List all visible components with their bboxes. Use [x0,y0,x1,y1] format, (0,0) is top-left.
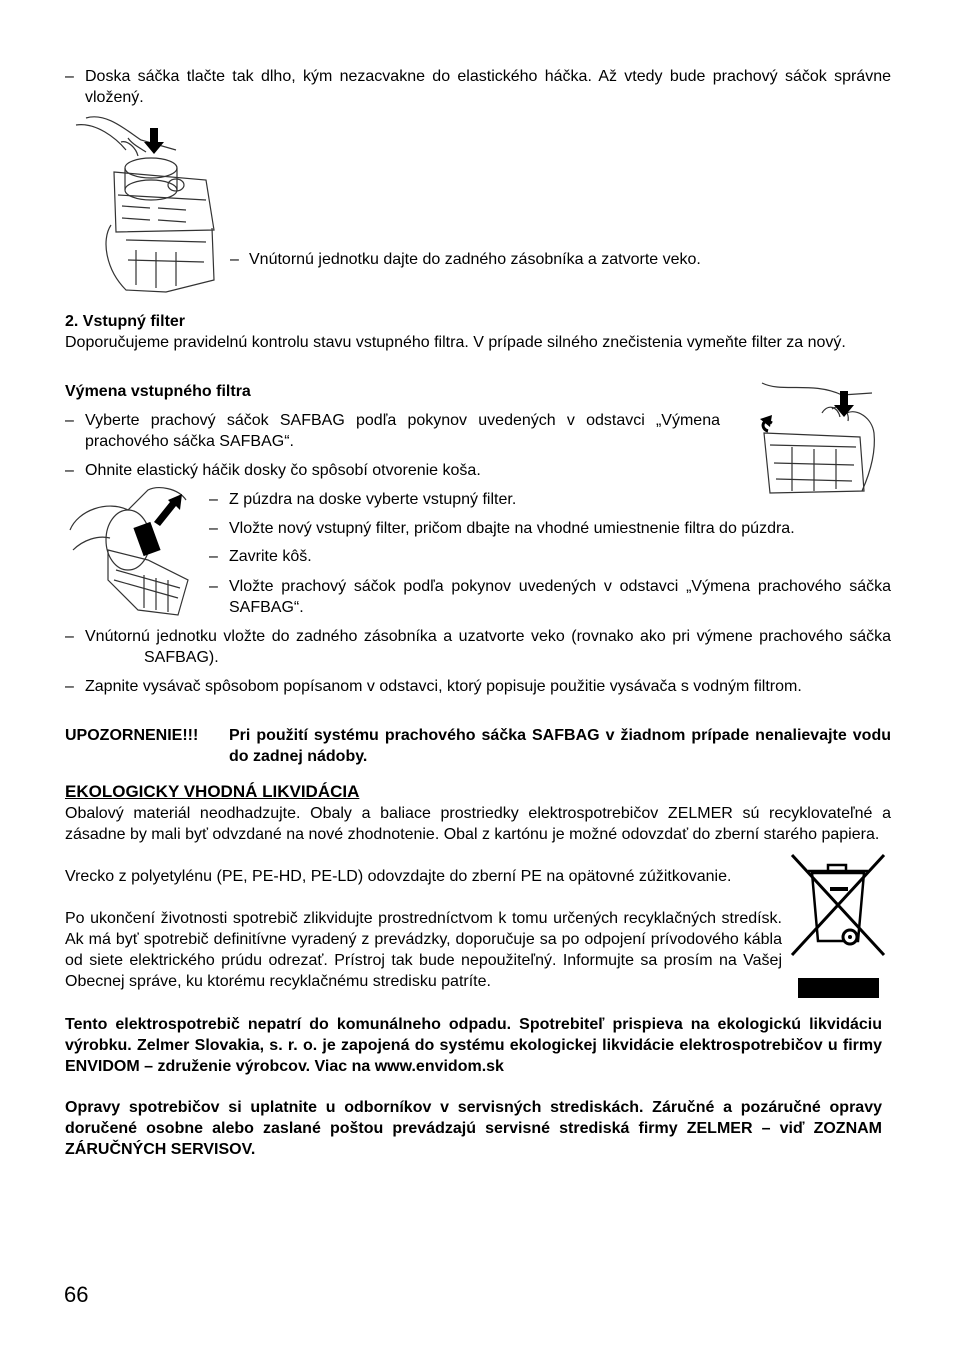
dash-bullet: – [65,412,74,429]
dash-bullet: – [65,68,74,85]
container-insertion-illustration [66,110,216,300]
instruction-text: Vyberte prachový sáčok SAFBAG podľa pokynov uvedených v odstavci „Výmena prachového sáčka SAFBAG“. [85,412,720,450]
instruction-text: Zavrite kôš. [229,548,312,565]
instruction-text: Z púzdra na doske vyberte vstupný filter. [229,491,517,508]
basket-opening-illustration [752,373,882,503]
eco-paragraph-packaging: Obalový materiál neodhadzujte. Obaly a baliace prostriedky elektrospotrebičov ZELMER sú recyklovateľné a zásadne by mali byť odvzdané na nové zhodnotenie. Obal z kartónu je možné odovzdať do zberní starého papiera. [65,805,891,843]
service-notice: Opravy spotrebičov si uplatnite u odborníkov v servisných strediskách. Záručné a pozáručné opravy doručené osobne alebo zaslané poštou prevádzajú servisné strediská firmy ZELMER – viď ZOZNAM ZÁRUČNÝCH SERVISOV. [65,1099,882,1158]
instruction-text: Vnútornú jednotku vložte do zadného zásobníka a uzatvorte veko (rovnako ako pri výmene prachového sáčka SAFBAG). [85,628,891,666]
eco-heading: EKOLOGICKY VHODNÁ LIKVIDÁCIA [65,782,360,801]
section-intro: Doporučujeme pravidelnú kontrolu stavu vstupného filtra. V prípade silného znečistenia vymeňte filter za nový. [65,334,846,351]
instruction-text: Ohnite elastický háčik dosky čo spôsobí otvorenie koša. [85,462,481,479]
dash-bullet: – [65,678,74,695]
instruction-text: Zapnite vysávač spôsobom popísanom v odstavci, ktorý popisuje použitie vysávača s vodným filtrom. [85,678,802,695]
page-number: 66 [64,1282,89,1307]
warning-text: Pri použití systému prachového sáčka SAFBAG v žiadnom prípade nenalievajte vodu do zadnej nádoby. [229,727,891,765]
dash-bullet: – [209,520,218,537]
eco-paragraph-disposal: Po ukončení životnosti spotrebič zlikvidujte prostredníctvom k tomu určených recyklačných stredísk. Ak má byť spotrebič definitívne vyradený z prevádzky, doporučuje sa po odpojení prívodového kábla od siete elektrického prúdu odrezať. Prístroj tak bude nepoužiteľný. Informujte sa prosím na Vašej Obecnej správe, ku ktorému recyklačnému stredisku patríte. [65,910,782,990]
dash-bullet: – [230,251,239,268]
instruction-text: Doska sáčka tlačte tak dlho, kým nezacvakne do elastického háčka. Až vtedy bude prachový sáčok správne vložený. [85,68,891,106]
crossed-out-wheelie-bin-icon [790,853,886,999]
section-heading: 2. Vstupný filter [65,313,186,330]
subsection-heading: Výmena vstupného filtra [65,383,251,400]
warning-label: UPOZORNENIE!!! [65,727,199,744]
dash-bullet: – [209,578,218,595]
instruction-text: Vnútornú jednotku dajte do zadného zásobníka a zatvorte veko. [249,251,701,268]
eco-notice: Tento elektrospotrebič nepatrí do komunálneho odpadu. Spotrebiteľ prispieva na ekologickú likvidáciu výrobku. Zelmer Slovakia, s. r. o. je zapojená do systému ekologickej likvidácie elektrospotrebičov u firmy ENVIDOM – združenie výrobcov. Viac na www.envidom.sk [65,1016,882,1075]
dash-bullet: – [209,548,218,565]
eco-paragraph-polyethylene: Vrecko z polyetylénu (PE, PE-HD, PE-LD) odovzdajte do zberní PE na opätovné zúžitkovanie. [65,868,732,885]
instruction-text: Vložte nový vstupný filter, pričom dbajte na vhodné umiestnenie filtra do púzdra. [229,520,795,537]
dash-bullet: – [65,462,74,479]
filter-removal-illustration [68,480,198,620]
dash-bullet: – [209,491,218,508]
dash-bullet: – [65,628,74,645]
instruction-text: Vložte prachový sáčok podľa pokynov uvedených v odstavci „Výmena prachového sáčka SAFBAG“. [229,578,891,616]
